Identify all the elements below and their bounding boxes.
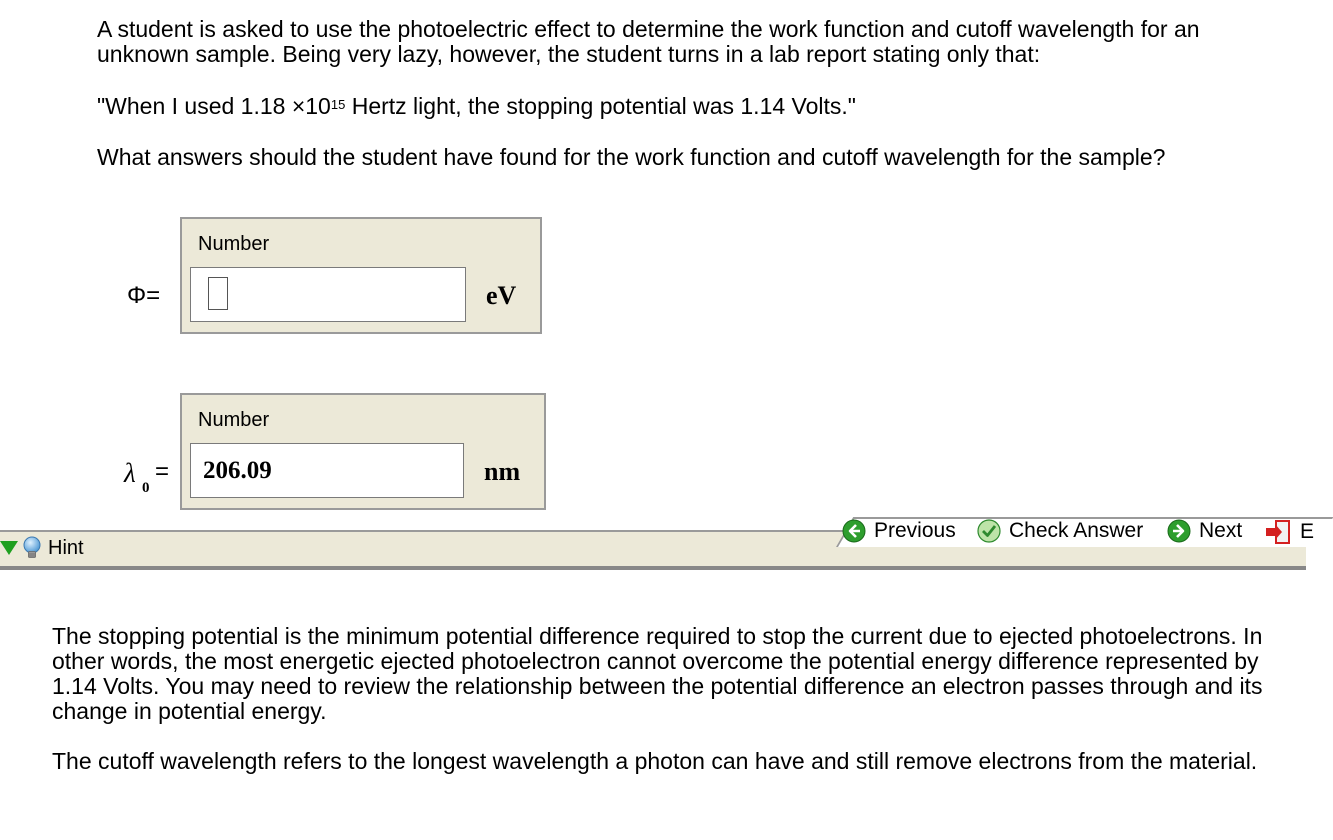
phi-symbol: Φ= xyxy=(127,282,161,309)
lambda-number-label: Number xyxy=(198,409,270,431)
check-answer-button[interactable] xyxy=(977,519,1143,543)
phi-answer-box xyxy=(180,217,542,334)
exit-door-icon xyxy=(1264,519,1292,545)
phi-number-label: Number xyxy=(198,233,270,255)
hint-paragraph-2: The cutoff wavelength refers to the longest wavelength a photon can have and still remove electrons from the material. xyxy=(52,748,1258,774)
exit-button[interactable] xyxy=(1264,519,1314,545)
lambda-subscript: 0 xyxy=(142,480,150,496)
hint-paragraph-1: The stopping potential is the minimum potential difference required to stop the current due to ejected photoelectrons. In other words, the most energetic ejected photoelectron cannot overcome the potential energy difference represented by 1.14 Volts. You may need to review the relationship between the potential difference an electron passes through and its change in potential energy. xyxy=(52,623,1263,724)
question-quote xyxy=(97,94,1287,119)
checkmark-icon xyxy=(977,519,1001,543)
check-answer-label: Check Answer xyxy=(1009,519,1144,542)
arrow-right-icon xyxy=(1167,519,1191,543)
next-label: Next xyxy=(1199,519,1243,542)
next-button[interactable] xyxy=(1167,519,1242,543)
quote-before: "When I used 1.18 ×10 xyxy=(97,93,331,119)
phi-unit: eV xyxy=(486,281,517,310)
phi-input[interactable] xyxy=(190,267,466,322)
triangle-down-icon[interactable] xyxy=(0,541,18,555)
lambda-equals: = xyxy=(155,458,170,485)
previous-label: Previous xyxy=(874,519,956,542)
hint-label[interactable]: Hint xyxy=(48,536,84,559)
arrow-left-icon xyxy=(842,519,866,543)
hint-toggle[interactable] xyxy=(0,535,84,561)
question-intro: A student is asked to use the photoelectric effect to determine the work function and cutoff wavelength for an unknown sample. Being very lazy, however, the student turns in a lab report stating only that: xyxy=(97,16,1200,67)
exit-label: E xyxy=(1300,520,1315,543)
lambda-unit: nm xyxy=(484,457,521,486)
question-prompt: What answers should the student have found for the work function and cutoff wavelength for the sample? xyxy=(97,144,1166,170)
cursor-placeholder xyxy=(208,277,228,310)
lightbulb-icon xyxy=(22,536,42,560)
lambda-answer-box xyxy=(180,393,546,510)
quote-after: Hertz light, the stopping potential was 1.14 Volts." xyxy=(345,93,856,119)
previous-button[interactable] xyxy=(842,519,956,543)
lambda-symbol: λ xyxy=(124,458,136,488)
quote-exponent: 15 xyxy=(330,97,346,112)
lambda-input[interactable]: 206.09 xyxy=(190,443,464,498)
